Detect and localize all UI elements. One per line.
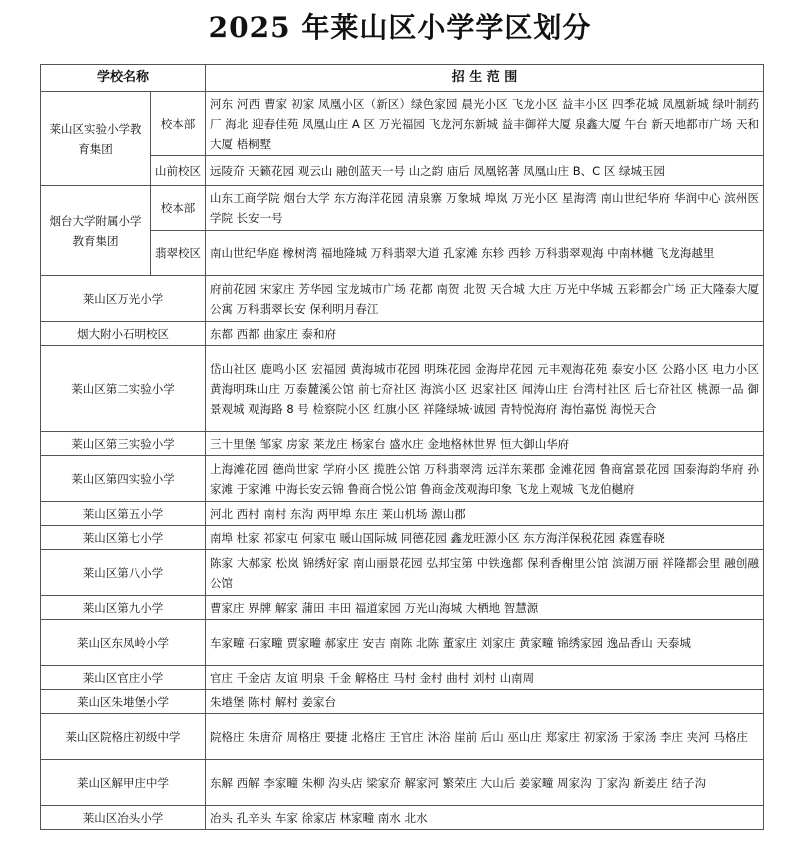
- school-name-cell: 莱山区第三实验小学: [41, 432, 206, 456]
- school-name-cell: 烟台大学附属小学教育集团: [41, 186, 151, 276]
- enrollment-area-cell: 南山世纪华庭 橡树湾 福地隆城 万科翡翠大道 孔家滩 东轸 西轸 万科翡翠观海 中南林樾 飞龙海越里: [206, 231, 764, 276]
- school-name-cell: 莱山区东凤岭小学: [41, 620, 206, 666]
- school-name-cell: 莱山区第五小学: [41, 502, 206, 526]
- school-name-cell: 莱山区第四实验小学: [41, 456, 206, 502]
- campus-cell: 校本部: [151, 92, 206, 156]
- school-name-cell: 莱山区第八小学: [41, 550, 206, 596]
- school-name-cell: 莱山区万光小学: [41, 276, 206, 322]
- table-row: [41, 620, 764, 666]
- school-name-cell: 莱山区第七小学: [41, 526, 206, 550]
- enrollment-area-cell: 三十里堡 邹家 房家 莱龙庄 杨家台 盛水庄 金地格林世界 恒大御山华府: [206, 432, 764, 456]
- table-row: [41, 186, 764, 231]
- enrollment-area-cell: 南埠 杜家 祁家屯 何家屯 暖山国际城 同德花园 鑫龙旺源小区 东方海洋保税花园 森霆春晓: [206, 526, 764, 550]
- school-name-cell: 莱山区实验小学教育集团: [41, 92, 151, 186]
- table-row: [41, 550, 764, 596]
- enrollment-area-cell: 东都 西都 曲家庄 泰和府: [206, 322, 764, 346]
- school-name-cell: 莱山区冶头小学: [41, 806, 206, 830]
- table-row: [41, 456, 764, 502]
- school-name-cell: 莱山区解甲庄中学: [41, 760, 206, 806]
- table-row: [41, 760, 764, 806]
- campus-cell: 翡翠校区: [151, 231, 206, 276]
- enrollment-area-cell: 东解 西解 李家疃 朱柳 沟头店 梁家夼 解家河 繁荣庄 大山后 姜家疃 周家沟 丁家沟 新姜庄 结子沟: [206, 760, 764, 806]
- table-row: [41, 666, 764, 690]
- enrollment-area-cell: 陈家 大郝家 松岚 锦绣好家 南山丽景花园 弘邦宝第 中铁逸都 保利香榭里公馆 滨湖万丽 祥隆都会里 融创融公馆: [206, 550, 764, 596]
- enrollment-area-cell: 朱塂堡 陈村 解村 姜家台: [206, 690, 764, 714]
- enrollment-area-cell: 上海滩花园 德尚世家 学府小区 揽胜公馆 万科翡翠湾 远洋东莱郡 金滩花园 鲁商富景花园 国泰海韵华府 孙家滩 于家滩 中海长安云锦 鲁商合悦公馆 鲁商金茂观海印象 飞龙上观城 飞龙伯樾府: [206, 456, 764, 502]
- enrollment-area-cell: 山东工商学院 烟台大学 东方海洋花园 清泉寨 万象城 埠岚 万光小区 星海湾 南山世纪华府 华润中心 滨州医学院 长安一号: [206, 186, 764, 231]
- enrollment-area-cell: 车家疃 石家疃 贾家疃 郝家庄 安吉 南陈 北陈 董家庄 刘家庄 黄家疃 锦绣家园 逸品香山 天泰城: [206, 620, 764, 666]
- header-school-name: 学校名称: [41, 65, 206, 92]
- enrollment-area-cell: 官庄 千金店 友谊 明泉 千金 解格庄 马村 金村 曲村 刘村 山南周: [206, 666, 764, 690]
- table-row: [41, 690, 764, 714]
- table-row: [41, 502, 764, 526]
- school-name-cell: 莱山区第二实验小学: [41, 346, 206, 432]
- enrollment-area-cell: 曹家庄 界牌 解家 蒲田 丰田 福道家园 万光山海城 大栖地 智慧源: [206, 596, 764, 620]
- table-row: [41, 92, 764, 156]
- enrollment-area-cell: 院格庄 朱唐夼 周格庄 要捷 北格庄 王官庄 沐浴 崖前 后山 巫山庄 郑家庄 初家汤 于家汤 李庄 夹河 马格庄: [206, 714, 764, 760]
- table-row: [41, 432, 764, 456]
- table-header-row: [41, 65, 764, 92]
- table-row: [41, 526, 764, 550]
- school-district-table: [40, 64, 764, 830]
- table-row: [41, 714, 764, 760]
- enrollment-area-cell: 河东 河西 曹家 初家 凤凰小区（新区）绿色家园 晨光小区 飞龙小区 益丰小区 四季花城 凤凰新城 绿叶制药厂 海北 迎春佳苑 凤凰山庄 A 区 万光福园 飞龙河东新城 益丰御祥大厦 泉鑫大厦 午台 新天地都市广场 天和大厦 梧桐墅: [206, 92, 764, 156]
- school-name-cell: 莱山区官庄小学: [41, 666, 206, 690]
- school-name-cell: 莱山区朱塂堡小学: [41, 690, 206, 714]
- enrollment-area-cell: 冶头 孔辛头 车家 徐家店 林家疃 南水 北水: [206, 806, 764, 830]
- enrollment-area-cell: 岱山社区 鹿鸣小区 宏福园 黄海城市花园 明珠花园 金海岸花园 元丰观海花苑 泰安小区 公路小区 电力小区 黄海明珠山庄 万泰麓溪公馆 前七夼社区 海滨小区 迟家社区 闻涛山庄 台湾村社区 后七夼社区 桃源一品 御景观城 观海路 8 号 检察院小区 红旗小区 祥隆绿城·诚园 青特悦海府 海怡嘉悦 海悦天合: [206, 346, 764, 432]
- enrollment-area-cell: 远陵夼 天籁花园 观云山 融创蓝天一号 山之韵 庙后 凤凰铭著 凤凰山庄 B、C 区 绿城玉园: [206, 156, 764, 186]
- school-name-cell: 莱山区第九小学: [41, 596, 206, 620]
- header-enrollment-area: 招 生 范 围: [206, 65, 764, 92]
- table-row: [41, 346, 764, 432]
- table-row: [41, 276, 764, 322]
- school-name-cell: 烟大附小石明校区: [41, 322, 206, 346]
- campus-cell: 山前校区: [151, 156, 206, 186]
- table-row: [41, 322, 764, 346]
- campus-cell: 校本部: [151, 186, 206, 231]
- document-title: 2025 年莱山区小学学区划分: [208, 11, 592, 44]
- school-name-cell: 莱山区院格庄初级中学: [41, 714, 206, 760]
- enrollment-area-cell: 府前花园 宋家庄 芳华园 宝龙城市广场 花都 南贺 北贺 天合城 大庄 万光中华城 五彩都会广场 正大隆泰大厦公寓 万科翡翠长安 保利明月春江: [206, 276, 764, 322]
- enrollment-area-cell: 河北 西村 南村 东沟 两甲埠 东庄 莱山机场 源山郡: [206, 502, 764, 526]
- table-row: [41, 806, 764, 830]
- table-row: [41, 596, 764, 620]
